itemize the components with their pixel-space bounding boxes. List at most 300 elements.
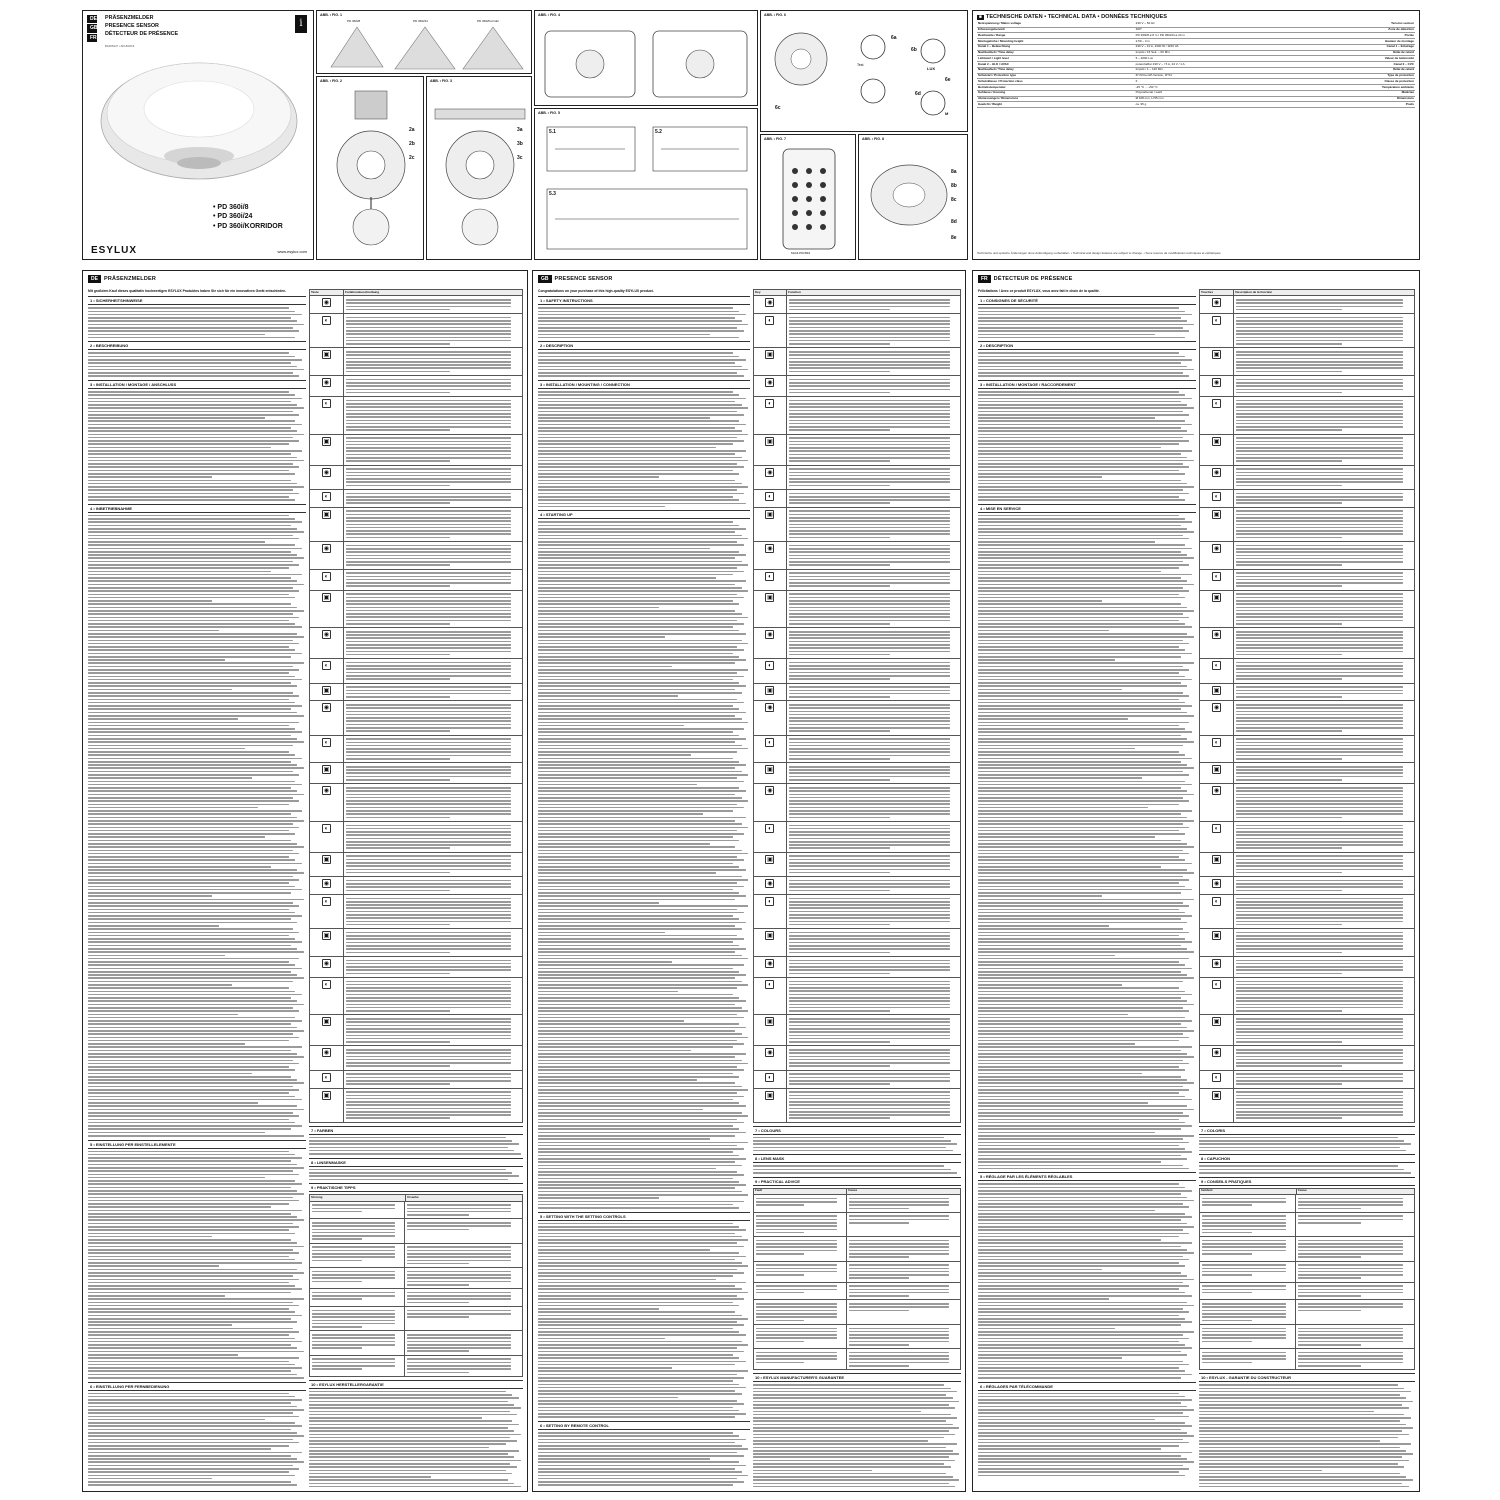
text-line (978, 1468, 1189, 1470)
text-line (789, 758, 890, 760)
text-line (538, 391, 733, 393)
text-line (789, 558, 950, 560)
text-line (978, 633, 1187, 635)
text-line (346, 423, 511, 425)
text-line (538, 1410, 739, 1412)
tech-cell-k: Kanal 2 – HLK / HVAC (978, 61, 1009, 66)
text-line (978, 1252, 1194, 1254)
text-line (756, 1328, 837, 1330)
text-line (88, 741, 304, 743)
text-line (978, 1014, 1128, 1016)
text-line (978, 977, 1194, 979)
text-line (753, 1460, 955, 1462)
text-line (978, 738, 1187, 740)
text-line (88, 708, 291, 710)
text-line (407, 1260, 511, 1262)
text-line (978, 1183, 1179, 1185)
de-h7: 7 • FARBEN (309, 1126, 523, 1135)
text-line (1236, 385, 1403, 387)
text-line (789, 790, 950, 792)
text-line (538, 493, 744, 495)
text-line (978, 866, 1161, 868)
text-line (1236, 379, 1403, 381)
text-line (538, 320, 742, 322)
text-line (978, 398, 1192, 400)
text-line (538, 646, 737, 648)
text-line (538, 1181, 739, 1183)
key-function-text (787, 1089, 960, 1122)
text-line (88, 314, 302, 316)
text-line (538, 1265, 748, 1267)
text-line (538, 1407, 733, 1409)
text-line (978, 466, 1189, 468)
text-line (789, 1031, 950, 1033)
text-line (538, 1347, 737, 1349)
text-line (978, 587, 1183, 589)
text-line (538, 1256, 746, 1258)
text-line (789, 1114, 950, 1116)
text-line (789, 317, 950, 319)
text-line (88, 827, 299, 829)
gb-text-7 (753, 1137, 961, 1152)
text-line (538, 1246, 744, 1248)
text-line (346, 1091, 511, 1093)
tech-row (977, 102, 1415, 108)
text-line (88, 679, 302, 681)
text-line (789, 1117, 890, 1119)
text-line (1236, 1000, 1403, 1002)
text-line (346, 623, 450, 625)
text-line (978, 1256, 1183, 1258)
text-line (312, 1281, 362, 1283)
text-line (1236, 450, 1403, 452)
text-line (88, 1102, 258, 1104)
text-line (88, 1377, 304, 1379)
text-line (538, 1066, 737, 1068)
text-line (538, 1115, 748, 1117)
text-line (538, 503, 746, 505)
text-line (1236, 354, 1403, 356)
text-line (789, 607, 950, 609)
text-line (1236, 530, 1403, 532)
text-line (88, 915, 302, 917)
text-line (978, 1432, 1187, 1434)
key-table-row (753, 1015, 961, 1046)
key-function-text (787, 1071, 960, 1088)
text-line (538, 366, 742, 368)
text-line (1202, 1310, 1286, 1312)
text-line (346, 1080, 511, 1082)
text-line (346, 392, 450, 394)
tech-cell-k2: Canal 1 – Éclairage (1386, 44, 1414, 49)
tech-cell-k2: Classe de protection (1384, 78, 1414, 83)
text-line (346, 454, 511, 456)
text-line (88, 427, 291, 429)
text-line (789, 810, 950, 812)
text-line (538, 843, 710, 845)
text-line (346, 901, 511, 903)
text-line (1236, 859, 1403, 861)
text-line (849, 1328, 950, 1330)
text-line (849, 1264, 950, 1266)
text-line (978, 672, 1179, 674)
key-function-text (787, 348, 960, 375)
text-line (309, 1404, 514, 1406)
fig-2-label: ABB. • FIG. 2 (320, 79, 343, 83)
text-line (789, 437, 950, 439)
text-line (1236, 361, 1403, 363)
tech-cell-k: Montagehöhe / Mounting height (978, 38, 1024, 43)
key-function-text (1234, 508, 1414, 541)
text-line (849, 1277, 909, 1279)
tips-table-row (1199, 1262, 1415, 1283)
text-line (88, 1367, 302, 1369)
text-line (88, 1422, 295, 1424)
text-line (789, 668, 950, 670)
fig-8-panel (858, 134, 968, 260)
text-line (538, 971, 739, 973)
text-line (538, 938, 744, 940)
key-function-text (344, 659, 522, 682)
text-line (346, 914, 511, 916)
text-line (753, 1394, 946, 1396)
text-line (88, 404, 297, 406)
text-line (309, 1473, 512, 1475)
key-function-text (787, 978, 960, 1015)
text-line (538, 1370, 748, 1372)
text-line (789, 1052, 950, 1054)
text-line (538, 1158, 746, 1160)
text-line (538, 876, 742, 878)
text-line (978, 869, 1187, 871)
text-line (88, 738, 297, 740)
text-line (538, 1099, 733, 1101)
key-icon: ◉ (1200, 877, 1234, 894)
text-line (1236, 994, 1403, 996)
key-table-row (1199, 314, 1415, 348)
text-line (753, 1401, 959, 1403)
key-icon: ◉ (754, 376, 787, 396)
text-line (538, 1105, 746, 1107)
key-icon: ◉ (754, 466, 787, 489)
text-line (1298, 1331, 1403, 1333)
tips-cell (847, 1349, 960, 1369)
text-line (407, 1334, 511, 1336)
text-line (789, 1004, 950, 1006)
de-tips-cause: Ursache (405, 1195, 522, 1201)
text-line (538, 899, 735, 901)
text-line (88, 483, 297, 485)
text-line (538, 617, 748, 619)
info-icon: i (295, 15, 307, 33)
text-line (538, 872, 716, 874)
text-line (346, 1021, 511, 1023)
text-line (88, 1429, 291, 1431)
text-line (1199, 1440, 1380, 1442)
text-line (88, 571, 271, 573)
text-line (1236, 797, 1403, 799)
text-line (789, 423, 950, 425)
text-line (1236, 1049, 1403, 1051)
text-line (346, 800, 511, 802)
text-line (538, 1439, 746, 1441)
text-line (753, 1404, 949, 1406)
text-line (753, 1486, 955, 1487)
key-icon: ◐ (754, 978, 787, 1015)
text-line (538, 324, 748, 326)
text-line (538, 1475, 748, 1477)
text-line (789, 593, 950, 595)
text-line (88, 1132, 265, 1134)
text-line (538, 1207, 739, 1209)
text-line (538, 882, 737, 884)
text-line (1236, 776, 1403, 778)
text-line (789, 564, 890, 566)
text-line (1236, 952, 1341, 954)
text-line (346, 1004, 511, 1006)
text-line (88, 676, 295, 678)
text-line (1298, 1337, 1403, 1339)
text-line (88, 662, 304, 664)
text-line (1236, 924, 1341, 926)
text-line (978, 607, 1187, 609)
text-line (789, 1021, 950, 1023)
key-function-text (1234, 853, 1414, 876)
text-line (978, 1475, 1185, 1477)
text-line (978, 1465, 1183, 1467)
text-line (346, 1073, 511, 1075)
key-function-text (344, 376, 522, 396)
text-line (1236, 364, 1403, 366)
text-line (978, 922, 1187, 924)
text-line (978, 1158, 1187, 1160)
text-line (309, 1417, 482, 1419)
text-line (756, 1204, 804, 1206)
text-line (538, 1109, 703, 1111)
text-line (88, 1282, 289, 1284)
text-line (789, 963, 950, 965)
text-line (407, 1225, 511, 1227)
text-line (538, 1461, 739, 1463)
text-line (346, 358, 511, 360)
text-line (88, 840, 291, 842)
text-line (538, 1000, 746, 1002)
text-line (538, 1191, 742, 1193)
text-line (88, 977, 304, 979)
text-line (309, 1424, 519, 1426)
text-line (88, 518, 295, 520)
text-line (1236, 772, 1403, 774)
text-line (88, 375, 299, 377)
tech-cell-k2: Type de protection (1387, 73, 1414, 78)
text-line (88, 1361, 289, 1363)
text-line (309, 1476, 431, 1478)
tips-cell (847, 1237, 960, 1260)
text-line (1236, 468, 1403, 470)
text-line (1199, 1486, 1409, 1487)
text-line (88, 994, 302, 996)
text-line (978, 764, 1187, 766)
text-line (407, 1229, 469, 1231)
text-line (88, 398, 302, 400)
text-line (88, 1338, 295, 1340)
fig-5-2: 5.2 (655, 129, 662, 135)
text-line (1199, 1147, 1400, 1149)
text-line (88, 1128, 291, 1130)
text-line (538, 722, 748, 724)
text-line (309, 1391, 506, 1393)
text-line (978, 1445, 1179, 1447)
key-table-row (309, 570, 523, 591)
text-line (538, 531, 735, 533)
text-line (88, 669, 299, 671)
text-line (978, 1393, 1179, 1395)
text-line (1202, 1306, 1286, 1308)
text-line (407, 1310, 511, 1312)
text-line (407, 1313, 511, 1315)
text-line (538, 1046, 733, 1048)
text-line (1236, 901, 1403, 903)
text-line (978, 1344, 1185, 1346)
key-table-row (753, 957, 961, 978)
product-item-2: • PD 360i/24 (213, 213, 253, 221)
key-table-row (309, 929, 523, 957)
gb-th-func: Function (787, 290, 961, 296)
text-line (88, 1066, 289, 1068)
de-text-4 (88, 515, 306, 1137)
text-line (88, 1226, 299, 1228)
text-line (88, 600, 212, 602)
text-line (1236, 496, 1403, 498)
text-line (1236, 841, 1403, 843)
text-line (789, 654, 890, 656)
text-line (978, 669, 1189, 671)
text-line (538, 925, 735, 927)
key-icon: ▣ (310, 508, 344, 541)
key-table-row (1199, 684, 1415, 702)
text-line (88, 722, 299, 724)
text-line (789, 600, 950, 602)
text-line (789, 400, 950, 402)
text-line (407, 1341, 511, 1343)
text-line (978, 1288, 1179, 1290)
text-line (346, 1049, 511, 1051)
fig-3-panel (426, 76, 532, 260)
text-line (978, 1295, 1192, 1297)
tech-cell-k: Lichtwert / Light level (978, 55, 1009, 60)
text-line (978, 541, 1155, 543)
text-line (346, 572, 511, 574)
text-line (88, 731, 302, 733)
key-icon: ◉ (310, 1046, 344, 1069)
text-line (538, 1239, 748, 1241)
text-line (789, 924, 890, 926)
tips-cell (1296, 1195, 1414, 1212)
text-line (88, 1167, 304, 1169)
text-line (1199, 1169, 1404, 1171)
text-line (789, 429, 890, 431)
text-line (1202, 1264, 1286, 1266)
text-line (978, 794, 1194, 796)
text-line (978, 715, 1194, 717)
text-line (1236, 441, 1403, 443)
text-line (312, 1295, 395, 1297)
key-table-row (309, 877, 523, 895)
text-line (346, 468, 511, 470)
text-line (346, 984, 511, 986)
text-line (978, 879, 1189, 881)
text-line (538, 359, 746, 361)
key-function-text (344, 929, 522, 956)
tips-table-row (309, 1244, 523, 1268)
text-line (88, 1295, 225, 1297)
text-line (346, 1108, 511, 1110)
text-line (978, 1125, 1192, 1127)
key-table-row (753, 822, 961, 853)
text-line (312, 1204, 395, 1206)
text-line (538, 771, 742, 773)
text-line (538, 1367, 672, 1369)
text-line (346, 1098, 511, 1100)
text-line (346, 668, 511, 670)
text-line (346, 647, 511, 649)
key-function-text (787, 1015, 960, 1045)
text-line (978, 1364, 1189, 1366)
text-line (789, 828, 950, 830)
de-tips-rows (309, 1202, 523, 1377)
text-line (1236, 742, 1403, 744)
text-line (789, 720, 950, 722)
text-line (789, 1059, 950, 1061)
text-line (978, 1082, 1194, 1084)
text-line (1236, 406, 1403, 408)
text-line (346, 869, 511, 871)
text-line (346, 651, 511, 653)
text-line (538, 1275, 733, 1277)
text-line (538, 961, 672, 963)
text-line (849, 1246, 950, 1248)
text-line (538, 761, 739, 763)
key-function-text (787, 296, 960, 313)
text-line (538, 521, 733, 523)
text-line (346, 371, 450, 373)
key-icon: ◐ (1200, 490, 1234, 507)
text-line (309, 1172, 512, 1174)
text-line (88, 787, 291, 789)
text-line (407, 1250, 511, 1252)
text-line (88, 577, 291, 579)
text-line (538, 1223, 733, 1225)
text-line (789, 901, 950, 903)
text-line (538, 977, 735, 979)
text-line (88, 1455, 291, 1457)
tips-table-row (309, 1202, 523, 1220)
text-line (346, 502, 450, 504)
key-icon: ◐ (754, 895, 787, 928)
text-line (789, 997, 950, 999)
text-line (88, 1412, 293, 1414)
text-line (88, 804, 289, 806)
text-line (978, 311, 1185, 313)
text-line (346, 686, 511, 688)
text-line (538, 584, 735, 586)
text-line (1199, 1427, 1413, 1429)
key-table-row (753, 1071, 961, 1089)
text-line (88, 337, 295, 339)
gb-key-table (753, 289, 961, 296)
text-line (789, 496, 950, 498)
text-line (789, 545, 950, 547)
